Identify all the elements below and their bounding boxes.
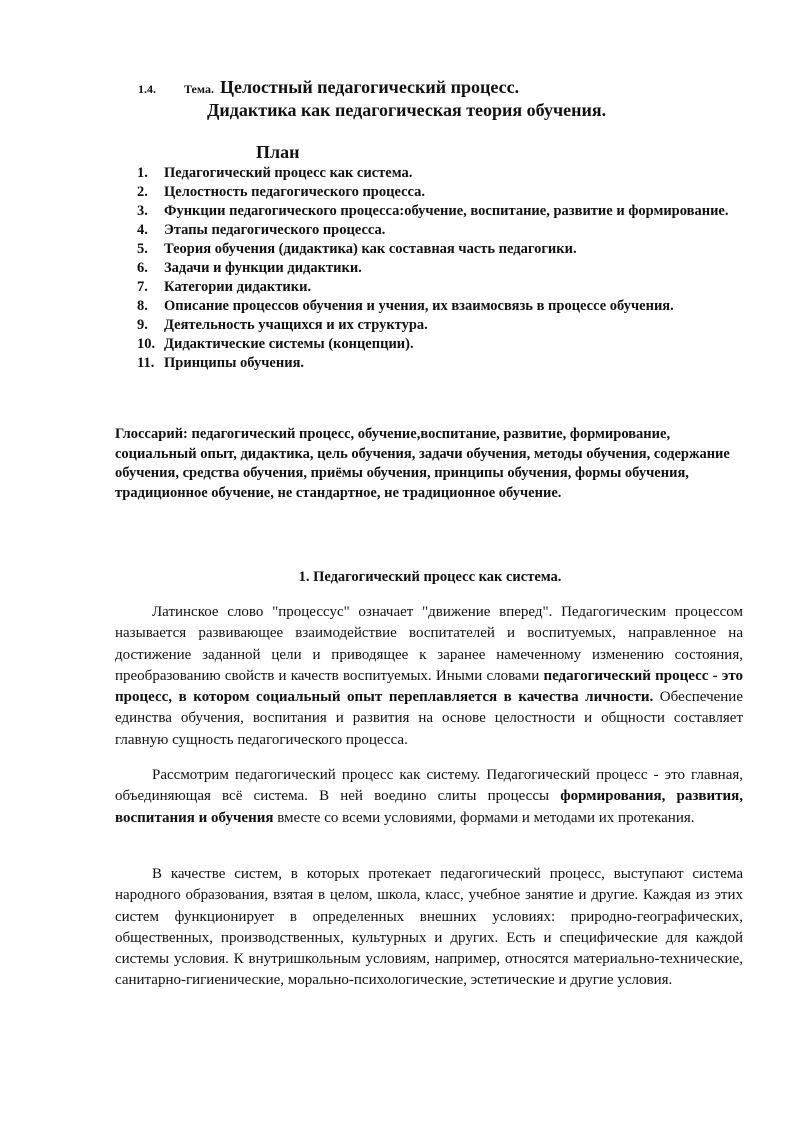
plan-item-number: 7. — [137, 279, 148, 295]
plan-item-text: Описание процессов обучения и учения, их взаимосвязь в процессе обучения. — [164, 298, 674, 314]
plan-item-text: Задачи и функции дидактики. — [164, 260, 362, 276]
section-heading: 1. Педагогический процесс как система. — [298, 569, 562, 585]
plan-item-text: Дидактические системы (концепции). — [164, 336, 414, 352]
body-paragraph-3 — [115, 864, 743, 992]
plan-item-number: 4. — [137, 222, 148, 238]
plan-item-number: 9. — [137, 317, 148, 333]
plan-item-text: Педагогический процесс как система. — [164, 165, 413, 181]
plan-item — [137, 335, 743, 354]
paragraph-emphasis: педагогический процесс - это процесс, в котором социальный опыт переплавляется в качества личности. — [115, 667, 743, 706]
plan-item — [137, 202, 743, 221]
plan-item — [137, 259, 743, 278]
plan-item — [137, 240, 743, 259]
plan-item-text: Целостность педагогического процесса. — [164, 184, 426, 200]
topic-label: Тема. — [184, 82, 214, 96]
paragraph-text: В качестве систем, в которых протекает педагогический процесс, выступают система народного образования, взятая в целом, школа, класс, учебное занятие и другие. Каждая из этих систем функционирует в определенных внешних условиях: природно-географических, общественных, производственных, культурных и других. Есть и специфические для каждой системы условия. К внутришкольным условиям, например, относятся материально-технические, санитарно-гигиенические, морально-психологические, эстетические и другие условия. — [115, 866, 743, 989]
paragraph-emphasis: формирования, развития, воспитания и обучения — [115, 788, 743, 826]
topic-number: 1.4. — [138, 82, 156, 96]
plan-list — [137, 164, 743, 373]
plan-item — [137, 297, 743, 316]
plan-item — [137, 316, 743, 335]
plan-item-number: 11. — [137, 355, 155, 371]
plan-heading: План — [256, 142, 300, 162]
body-paragraph-1 — [115, 602, 743, 751]
plan-item-text: Деятельность учащихся и их структура. — [164, 317, 428, 333]
topic-title: Целостный педагогический процесс. — [219, 77, 520, 97]
body-paragraph-2 — [115, 765, 743, 829]
plan-item-text: Теория обучения (дидактика) как составная часть педагогики. — [164, 241, 577, 257]
paragraph-text: Обеспечение единства обучения, воспитания и развития на основе целостности и общности составляет главную сущность педагогического процесса. — [115, 689, 743, 748]
glossary-paragraph: Глоссарий: педагогический процесс, обучение,воспитание, развитие, формирование, социальный опыт, дидактика, цель обучения, задачи обучения, методы обучения, содержание обучения, средства обучения, приёмы обучения, принципы обучения, формы обучения, традиционное обучение, не стандартное, не традиционное обучение. — [115, 426, 730, 501]
plan-item-number: 6. — [137, 260, 148, 276]
plan-item-text: Категории дидактики. — [164, 279, 312, 295]
plan-item-number: 8. — [137, 298, 148, 314]
plan-item — [137, 221, 743, 240]
plan-item-text: Принципы обучения. — [164, 355, 305, 371]
plan-item-text: Этапы педагогического процесса. — [164, 222, 386, 238]
plan-item-number: 1. — [137, 165, 148, 181]
topic-subtitle: Дидактика как педагогическая теория обучения. — [207, 100, 607, 120]
plan-item — [137, 183, 743, 202]
paragraph-text: вместе со всеми условиями, формами и методами их протекания. — [273, 809, 695, 826]
paragraph-text: Рассмотрим педагогический процесс как систему. Педагогический процесс - это главная, объединяющая всё система. В ней воедино слиты процессы — [115, 767, 743, 805]
plan-item — [137, 164, 743, 183]
plan-item-text: Функции педагогического процесса:обучение, воспитание, развитие и формирование. — [164, 203, 729, 219]
plan-item-number: 10. — [137, 336, 156, 352]
topic-line — [138, 76, 519, 100]
plan-item-number: 3. — [137, 203, 148, 219]
plan-item-number: 5. — [137, 241, 148, 257]
paragraph-text: Латинское слово "процессус" означает "движение вперед". Педагогическим процессом называется развивающее взаимодействие воспитателей и воспитуемых, направленное на достижение заданной цели и приводящее к заранее намеченному изменению состояния, преобразованию свойств и качеств воспитуемых. Иными словами — [115, 604, 743, 684]
plan-item — [137, 278, 743, 297]
plan-item-number: 2. — [137, 184, 148, 200]
plan-item — [137, 354, 743, 373]
